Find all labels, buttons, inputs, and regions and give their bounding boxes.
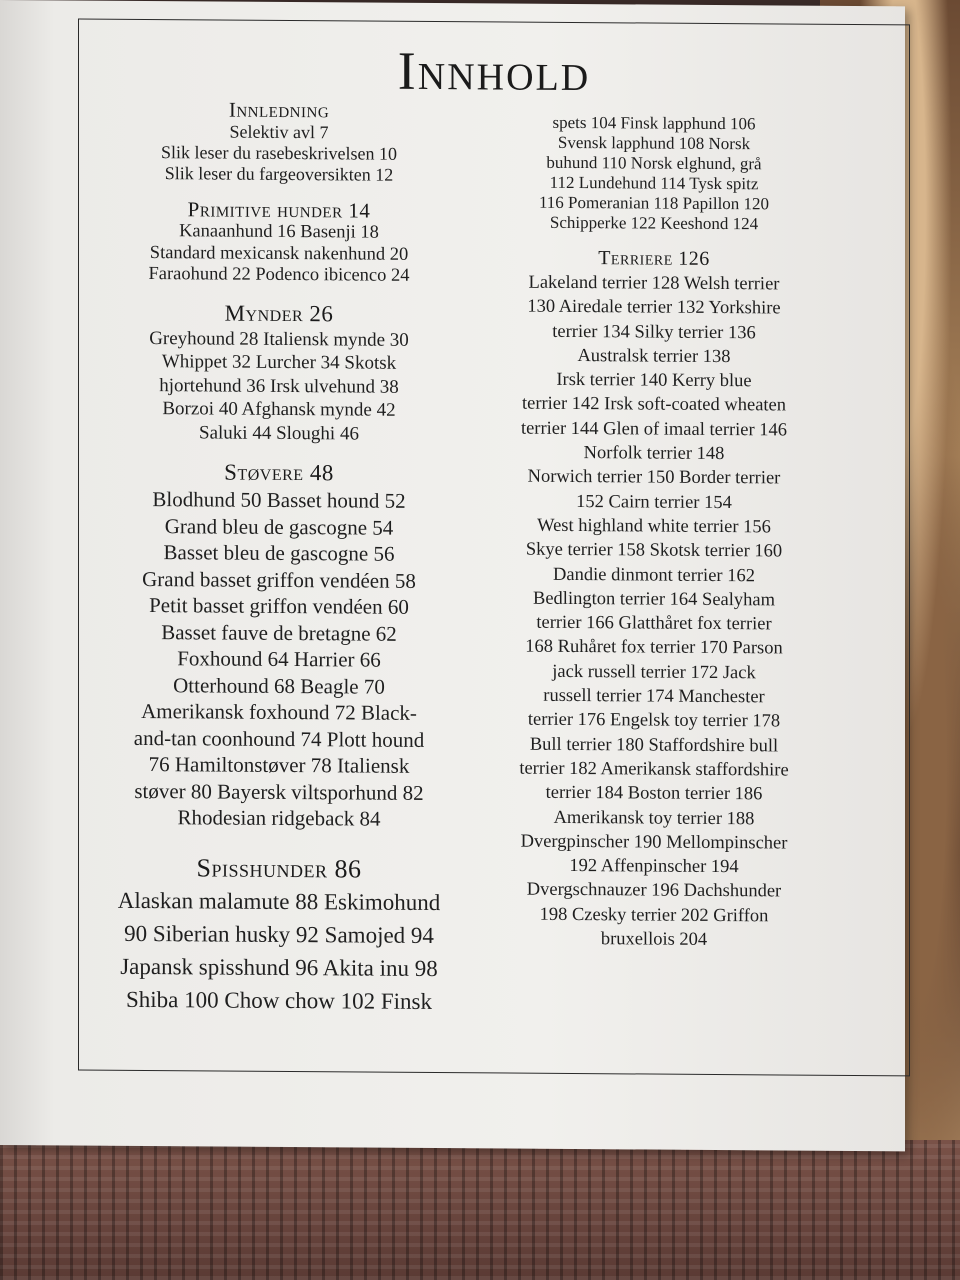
toc-line: terrier 144 Glen of imaal terrier 146 — [520, 418, 788, 441]
toc-line: terrier 142 Irsk soft-coated wheaten — [521, 394, 787, 416]
toc-line: Basset bleu de gascogne 56 — [163, 540, 395, 566]
toc-line: 112 Lundehund 114 Tysk spitz — [549, 172, 759, 194]
toc-section — [94, 458, 464, 833]
toc-line: Grand bleu de gascogne 54 — [164, 513, 394, 540]
toc-line: Dandie dinmont terrier 162 — [553, 564, 755, 586]
toc-line: Norfolk terrier 148 — [583, 443, 725, 465]
toc-line: Whippet 32 Lurcher 34 Skotsk — [161, 351, 397, 374]
toc-line: Amerikansk foxhound 72 Black- — [141, 698, 417, 725]
toc-line: Schipperke 122 Keeshond 124 — [549, 212, 759, 234]
toc-line: hjortehund 36 Irsk ulvehund 38 — [159, 374, 399, 398]
section-heading: Støvere 48 — [224, 459, 334, 486]
toc-line: Japansk spisshund 96 Akita inu 98 — [120, 953, 438, 981]
toc-line: Alaskan malamute 88 Eskimohund — [117, 887, 441, 915]
toc-line: Irsk terrier 140 Kerry blue — [556, 370, 752, 392]
toc-line: Saluki 44 Sloughi 46 — [199, 421, 359, 445]
toc-line: Norwich terrier 150 Border terrier — [527, 467, 781, 489]
toc-left-column — [94, 98, 464, 1032]
toc-line: bruxellois 204 — [600, 929, 708, 950]
toc-line: Petit basset griffon vendéen 60 — [149, 593, 409, 619]
toc-line: Selektiv avl 7 — [229, 121, 329, 143]
toc-line: Faraohund 22 Podenco ibicenco 24 — [148, 264, 410, 286]
toc-line: Slik leser du fargeoversikten 12 — [164, 163, 394, 185]
toc-line: jack russell terrier 172 Jack — [552, 661, 756, 684]
toc-line: 130 Airedale terrier 132 Yorkshire — [527, 296, 781, 319]
toc-line: Borzoi 40 Afghansk mynde 42 — [162, 398, 396, 421]
section-heading: Spisshunder 86 — [196, 852, 362, 884]
toc-line: Standard mexicansk nakenhund 20 — [149, 242, 409, 265]
carpet-background — [0, 1140, 960, 1280]
toc-line: 168 Ruhåret fox terrier 170 Parson — [525, 637, 783, 659]
toc-line: terrier 182 Amerikansk staffordshire — [519, 758, 789, 781]
toc-line: Kanaanhund 16 Basenji 18 — [179, 221, 379, 243]
toc-line: 116 Pomeranian 118 Papillon 120 — [538, 192, 770, 214]
toc-line: Slik leser du rasebeskrivelsen 10 — [161, 142, 397, 164]
toc-line: and-tan coonhound 74 Plott hound — [133, 725, 425, 752]
section-heading: Primitive hunder 14 — [187, 197, 371, 223]
toc-line: Dvergpinscher 190 Mellompinscher — [520, 831, 788, 854]
page-title: Innhold — [397, 40, 591, 103]
page-frame — [78, 19, 910, 1077]
toc-section — [94, 98, 464, 187]
toc-line: Basset fauve de bretagne 62 — [161, 619, 397, 646]
toc-line: Bedlington terrier 164 Sealyham — [533, 588, 775, 611]
toc-line: Rhodesian ridgeback 84 — [177, 805, 381, 831]
toc-section — [484, 246, 824, 953]
toc-line: 90 Siberian husky 92 Samojed 94 — [124, 920, 434, 948]
section-heading: Mynder 26 — [224, 300, 334, 326]
toc-line: buhund 110 Norsk elghund, grå — [546, 152, 762, 174]
toc-section-continued — [484, 112, 824, 234]
toc-line: terrier 184 Boston terrier 186 — [545, 783, 763, 805]
toc-line: Grand basset griffon vendéen 58 — [142, 566, 416, 593]
toc-line: Greyhound 28 Italiensk mynde 30 — [149, 327, 409, 351]
toc-line: Dvergschnauzer 196 Dachshunder — [526, 880, 782, 902]
toc-line: Lakeland terrier 128 Welsh terrier — [528, 272, 780, 295]
toc-line: Foxhound 64 Harrier 66 — [177, 646, 381, 672]
toc-line: Svensk lapphund 108 Norsk — [557, 132, 751, 154]
toc-right-column — [484, 112, 824, 967]
toc-line: Skye terrier 158 Skotsk terrier 160 — [525, 539, 783, 562]
toc-line: Amerikansk toy terrier 188 — [553, 807, 755, 829]
toc-line: Blodhund 50 Basset hound 52 — [152, 487, 406, 513]
section-heading: Terriere 126 — [598, 247, 710, 270]
toc-line: støver 80 Bayersk viltsporhund 82 — [134, 778, 424, 805]
section-heading: Innledning — [228, 97, 330, 123]
toc-line: 76 Hamiltonstøver 78 Italiensk — [148, 752, 410, 778]
toc-line: terrier 134 Silky terrier 136 — [552, 321, 756, 343]
toc-line: 152 Cairn terrier 154 — [576, 491, 732, 513]
toc-line: Bull terrier 180 Staffordshire bull — [529, 734, 779, 757]
toc-section — [94, 299, 464, 446]
toc-section — [94, 852, 464, 1018]
toc-line: 192 Affenpinscher 194 — [569, 856, 739, 878]
toc-line: spets 104 Finsk lapphund 106 — [552, 112, 756, 134]
toc-line: terrier 176 Engelsk toy terrier 178 — [527, 710, 781, 732]
toc-line: Otterhound 68 Beagle 70 — [173, 672, 385, 699]
toc-line: West highland white terrier 156 — [537, 515, 771, 538]
toc-line: Shiba 100 Chow chow 102 Finsk — [125, 986, 433, 1014]
toc-section — [94, 198, 464, 288]
toc-line: russell terrier 174 Manchester — [543, 685, 765, 708]
toc-line: 198 Czesky terrier 202 Griffon — [539, 904, 769, 927]
toc-line: terrier 166 Glatthåret fox terrier — [536, 612, 772, 635]
toc-line: Australsk terrier 138 — [577, 345, 731, 367]
